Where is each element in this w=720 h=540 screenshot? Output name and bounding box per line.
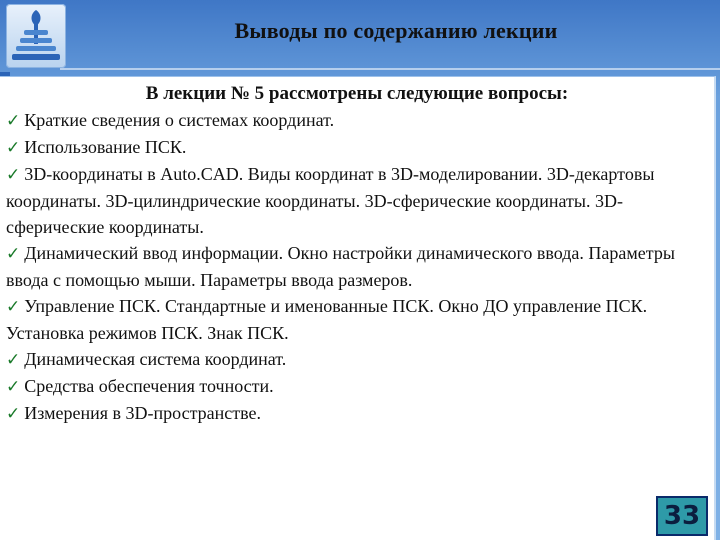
checkmark-icon: ✓: [6, 165, 21, 185]
checkmark-icon: ✓: [6, 404, 21, 424]
list-item: [6, 346, 714, 373]
header-divider: [60, 68, 720, 70]
list-item-text: Средства обеспечения точности.: [24, 376, 274, 396]
list-item-text: Управление ПСК. Стандартные и именованные ПСК. Окно ДО управление ПСК. Установка режимов ПСК. Знак ПСК.: [6, 296, 648, 343]
checkmark-icon: ✓: [6, 350, 21, 370]
checkmark-icon: ✓: [6, 297, 21, 317]
list-item: [6, 107, 714, 134]
checkmark-icon: ✓: [6, 377, 21, 397]
slide-title: Выводы по содержанию лекции: [234, 18, 558, 43]
list-item-text: Динамическая система координат.: [24, 349, 287, 369]
list-item: [6, 240, 714, 293]
list-item: [6, 293, 714, 346]
page-number-badge: 33: [656, 496, 708, 536]
list-item: [6, 400, 714, 427]
content-subtitle: В лекции № 5 рассмотрены следующие вопросы:: [145, 83, 569, 104]
content-panel: [0, 76, 716, 540]
list-item-text: Краткие сведения о системах координат.: [24, 110, 335, 130]
slide-header: [0, 0, 720, 72]
checkmark-icon: ✓: [6, 138, 21, 158]
list-item-text: Динамический ввод информации. Окно настройки динамического ввода. Параметры ввода с помощью мыши. Параметры ввода размеров.: [6, 243, 675, 290]
topics-list: [0, 107, 714, 427]
list-item-text: Измерения в 3D-пространстве.: [24, 403, 262, 423]
checkmark-icon: ✓: [6, 244, 21, 264]
list-item: [6, 161, 714, 240]
list-item-text: Использование ПСК.: [24, 137, 187, 157]
university-logo-icon: [6, 4, 66, 68]
list-item-text: 3D-координаты в Auto.CAD. Виды координат в 3D-моделировании. 3D-декартовы координаты. 3D-цилиндрические координаты. 3D-сферические координаты. 3D-сферические координаты.: [6, 164, 655, 237]
list-item: [6, 134, 714, 161]
list-item: [6, 373, 714, 400]
checkmark-icon: ✓: [6, 111, 21, 131]
